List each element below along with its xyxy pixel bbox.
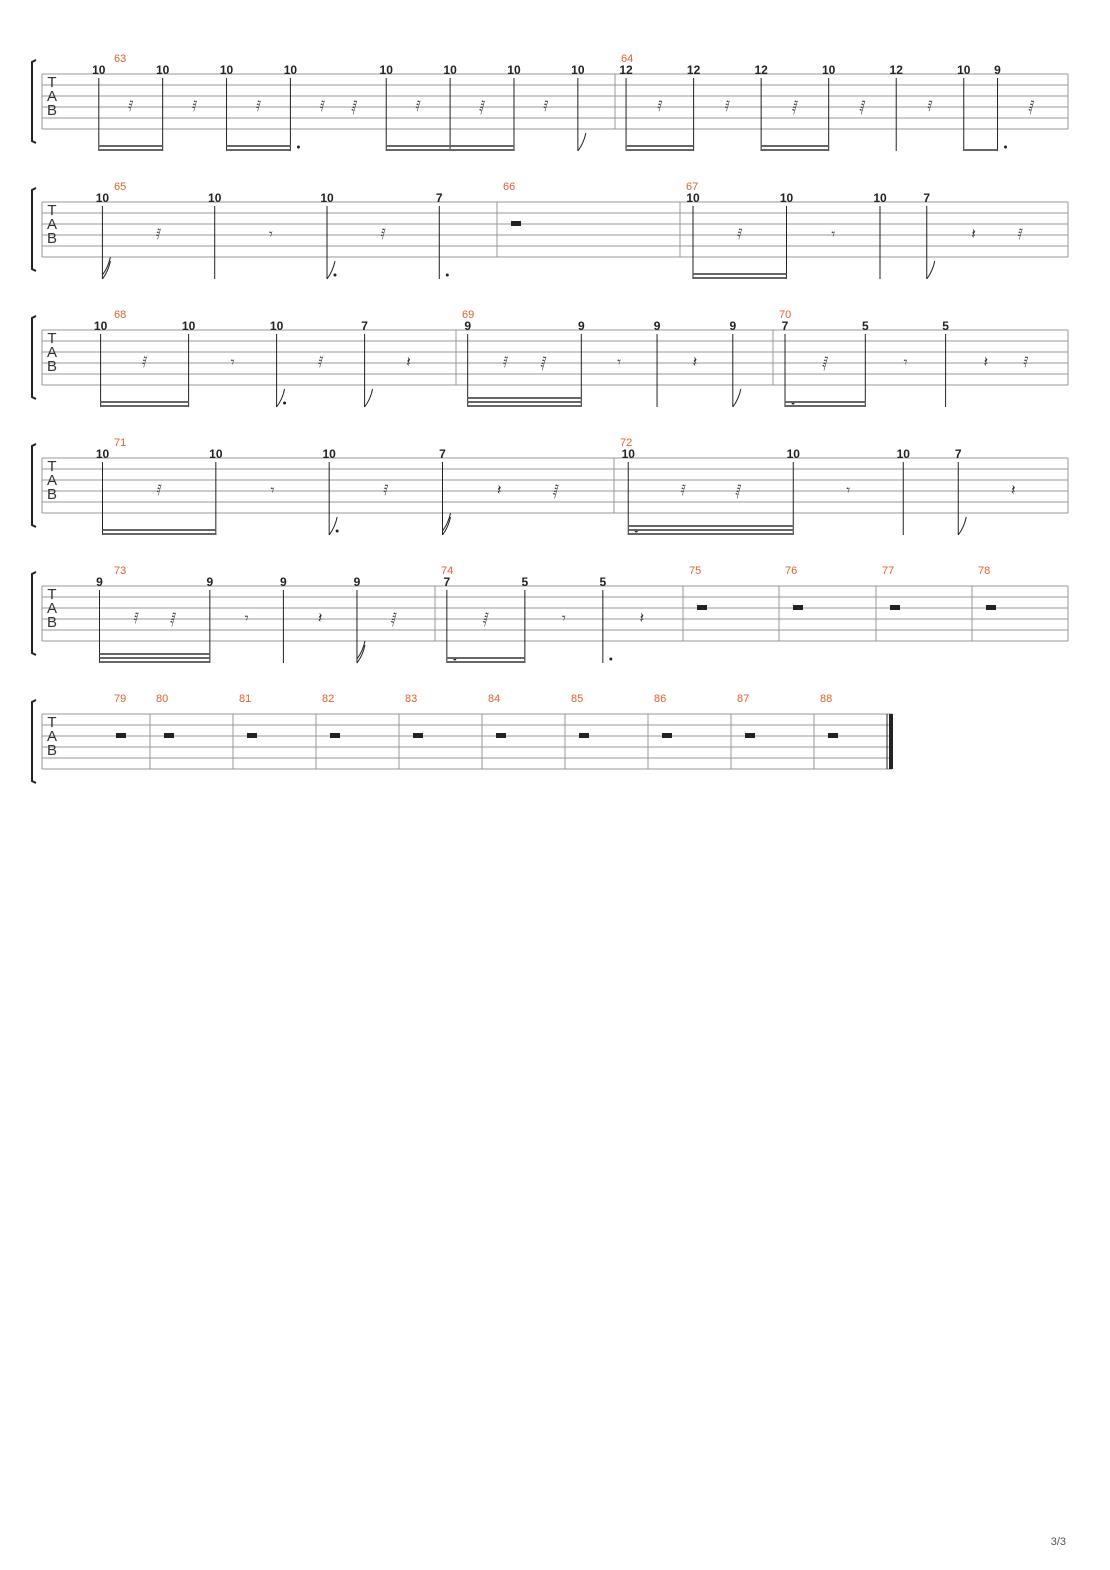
duration-dot <box>333 274 336 277</box>
measure-number: 86 <box>654 693 667 705</box>
tab-clef-letter: B <box>46 742 58 759</box>
fret-number: 7 <box>781 319 789 333</box>
system-bracket <box>32 444 36 527</box>
measure-number: 68 <box>114 309 127 321</box>
fret-number: 9 <box>729 319 737 333</box>
rest-symbol: 𝅀 <box>191 97 198 115</box>
rest-symbol: 𝄽 <box>692 353 698 371</box>
rest-symbol: 𝅀 <box>319 97 326 115</box>
note-flag <box>277 389 285 407</box>
measure-number: 71 <box>114 437 127 449</box>
tab-clef-letter: A <box>46 344 58 361</box>
fret-number: 10 <box>322 447 336 461</box>
system-bracket <box>32 60 36 143</box>
rest-symbol: 𝅁 <box>482 609 489 627</box>
fret-number: 10 <box>822 63 836 77</box>
fret-number: 5 <box>521 575 529 589</box>
measure-number: 72 <box>620 437 633 449</box>
tab-clef-letter: A <box>46 600 58 617</box>
whole-rest <box>247 733 257 738</box>
rest-symbol: 𝅀 <box>502 353 509 371</box>
measure-number: 69 <box>462 309 475 321</box>
rest-symbol: 𝄾 <box>230 353 235 371</box>
note-beam <box>785 401 865 403</box>
rest-symbol: 𝅀 <box>155 225 162 243</box>
duration-dot <box>283 402 286 405</box>
rest-symbol: 𝅁 <box>351 97 358 115</box>
fret-number: 9 <box>994 63 1001 77</box>
rest-symbol: 𝄽 <box>639 609 645 627</box>
measure-number: 63 <box>114 53 127 65</box>
tab-clef-letter: B <box>46 230 58 247</box>
measure-number: 87 <box>737 693 750 705</box>
duration-dot <box>1004 146 1007 149</box>
fret-number: 9 <box>464 319 472 333</box>
note-beam <box>468 405 582 407</box>
rest-symbol: 𝅁 <box>390 609 397 627</box>
whole-rest <box>164 733 174 738</box>
rest-symbol: 𝅁 <box>478 97 486 115</box>
note-beam <box>628 533 793 535</box>
rest-symbol: 𝄾 <box>268 225 273 243</box>
rest-symbol: 𝄽 <box>971 225 976 243</box>
fret-number: 10 <box>779 191 794 205</box>
fret-number: 10 <box>957 63 971 77</box>
fret-number: 10 <box>283 63 298 77</box>
tab-clef-letter: T <box>47 714 57 731</box>
whole-rest <box>890 605 900 610</box>
fret-number: 10 <box>621 447 635 461</box>
fret-number: 10 <box>208 191 222 205</box>
rest-symbol: 𝅀 <box>680 481 687 499</box>
rest-symbol: 𝅁 <box>859 97 866 115</box>
tab-clef-letter: T <box>47 330 57 347</box>
fret-number: 10 <box>92 63 106 77</box>
measure-number: 77 <box>882 565 895 577</box>
note-beam <box>693 277 787 279</box>
fret-number: 9 <box>206 575 214 589</box>
note-flag <box>329 517 337 535</box>
note-beam <box>693 273 787 275</box>
note-beam <box>386 149 514 151</box>
fret-number: 9 <box>280 575 287 589</box>
duration-dot <box>336 530 339 533</box>
rest-symbol: 𝄾 <box>846 481 851 499</box>
fret-number: 10 <box>155 63 170 77</box>
rest-symbol: 𝅀 <box>1023 353 1029 371</box>
note-beam <box>628 525 793 527</box>
note-flag <box>365 389 373 407</box>
duration-dot <box>446 274 449 277</box>
measure-number: 80 <box>156 693 169 705</box>
system-bracket <box>32 700 36 783</box>
fret-number: 10 <box>181 319 196 333</box>
rest-symbol: 𝄽 <box>406 353 411 371</box>
fret-number: 9 <box>577 319 585 333</box>
fret-number: 12 <box>889 63 903 77</box>
tab-clef-letter: A <box>46 472 58 489</box>
tab-clef-letter: B <box>46 614 58 631</box>
measure-number: 82 <box>322 693 335 705</box>
tab-clef-letter: T <box>47 586 57 603</box>
measure-number: 88 <box>820 693 833 705</box>
fret-number: 10 <box>95 447 110 461</box>
tab-clef-letter: A <box>46 216 58 233</box>
fret-number: 10 <box>95 191 110 205</box>
fret-number: 7 <box>954 447 962 461</box>
whole-rest <box>793 605 803 610</box>
rest-symbol: 𝅁 <box>735 481 742 499</box>
fret-number: 10 <box>507 63 521 77</box>
fret-number: 10 <box>571 63 585 77</box>
fret-number: 10 <box>269 319 284 333</box>
note-beam <box>100 657 210 659</box>
note-flag <box>443 517 451 535</box>
measure-number: 83 <box>405 693 418 705</box>
measure-number: 81 <box>239 693 252 705</box>
whole-rest <box>697 605 707 610</box>
rest-symbol: 𝅀 <box>1017 225 1024 243</box>
note-beam <box>447 657 525 659</box>
rest-symbol: 𝄾 <box>903 353 908 371</box>
fret-number: 10 <box>379 63 393 77</box>
note-beam <box>468 401 582 403</box>
fret-number: 10 <box>686 191 700 205</box>
fret-number: 7 <box>435 191 443 205</box>
duration-dot <box>297 146 300 149</box>
fret-number: 7 <box>439 447 446 461</box>
rest-symbol: 𝅁 <box>791 97 798 115</box>
rest-symbol: 𝅁 <box>1028 97 1035 115</box>
note-beam <box>100 661 210 663</box>
note-flag <box>927 261 935 279</box>
measure-number: 70 <box>779 309 792 321</box>
note-beam <box>100 653 210 655</box>
whole-rest <box>745 733 755 738</box>
system-bracket <box>32 316 36 399</box>
note-beam <box>103 529 216 531</box>
whole-rest <box>330 733 340 738</box>
rest-symbol: 𝄽 <box>317 609 323 627</box>
rest-symbol: 𝅀 <box>415 97 421 115</box>
note-beam <box>626 145 694 147</box>
measure-number: 85 <box>571 693 584 705</box>
tab-clef-letter: B <box>46 358 58 375</box>
fret-number: 10 <box>896 447 910 461</box>
whole-rest <box>413 733 423 738</box>
measure-number: 64 <box>621 53 634 65</box>
rest-symbol: 𝅀 <box>383 481 389 499</box>
rest-symbol: 𝄾 <box>831 225 836 243</box>
tab-clef-letter: B <box>46 486 58 503</box>
rest-symbol: 𝅀 <box>927 97 933 115</box>
whole-rest <box>828 733 838 738</box>
note-beam <box>101 401 189 403</box>
fret-number: 9 <box>653 319 661 333</box>
tab-clef-letter: T <box>47 458 57 475</box>
note-flag <box>357 645 365 663</box>
tab-clef-letter: T <box>47 202 57 219</box>
note-beam <box>628 529 793 531</box>
fret-number: 9 <box>353 575 361 589</box>
measure-number: 66 <box>503 181 516 193</box>
rest-symbol: 𝅀 <box>133 609 140 627</box>
tab-clef-letter: A <box>46 88 58 105</box>
note-beam <box>103 533 216 535</box>
whole-rest <box>496 733 506 738</box>
measure-number: 74 <box>441 565 454 577</box>
note-beam <box>99 149 163 151</box>
fret-number: 5 <box>861 319 869 333</box>
rest-symbol: 𝅁 <box>170 609 177 627</box>
note-beam <box>227 145 291 147</box>
note-beam <box>964 149 998 151</box>
measure-number: 75 <box>689 565 702 577</box>
fret-number: 5 <box>599 575 607 589</box>
fret-number: 10 <box>320 191 334 205</box>
note-beam <box>761 145 829 147</box>
rest-symbol: 𝅀 <box>141 353 148 371</box>
fret-number: 9 <box>96 575 103 589</box>
rest-symbol: 𝅀 <box>736 225 743 243</box>
rest-symbol: 𝅁 <box>822 353 829 371</box>
fret-number: 10 <box>93 319 108 333</box>
rest-symbol: 𝄾 <box>561 609 566 627</box>
note-flag <box>578 133 586 151</box>
fret-number: 10 <box>873 191 887 205</box>
fret-number: 10 <box>209 447 223 461</box>
rest-symbol: 𝅀 <box>156 481 162 499</box>
tab-clef-letter: A <box>46 728 58 745</box>
rest-symbol: 𝅀 <box>543 97 549 115</box>
note-flag <box>733 389 741 407</box>
note-beam <box>101 405 189 407</box>
fret-number: 12 <box>619 63 633 77</box>
rest-symbol: 𝅀 <box>380 225 386 243</box>
rest-symbol: 𝄾 <box>244 609 249 627</box>
measure-number: 73 <box>114 565 127 577</box>
tab-clef-letter: T <box>47 74 57 91</box>
fret-number: 10 <box>786 447 800 461</box>
note-beam <box>785 405 865 407</box>
rest-symbol: 𝄾 <box>617 353 622 371</box>
note-flag <box>958 517 966 535</box>
rest-symbol: 𝄽 <box>983 353 989 371</box>
fret-number: 10 <box>219 63 234 77</box>
fret-number: 7 <box>361 319 368 333</box>
note-beam <box>447 661 525 663</box>
tab-clef-letter: B <box>46 102 58 119</box>
measure-number: 78 <box>978 565 991 577</box>
whole-rest <box>511 221 521 226</box>
measure-number: 76 <box>785 565 798 577</box>
fret-number: 10 <box>443 63 457 77</box>
note-flag <box>327 261 335 279</box>
note-beam <box>468 397 582 399</box>
note-flag <box>102 261 110 279</box>
whole-rest <box>662 733 672 738</box>
whole-rest <box>986 605 996 610</box>
measure-number: 84 <box>488 693 501 705</box>
fret-number: 7 <box>443 575 451 589</box>
rest-symbol: 𝄾 <box>270 481 275 499</box>
rest-symbol: 𝄽 <box>496 481 502 499</box>
rest-symbol: 𝅀 <box>255 97 262 115</box>
rest-symbol: 𝅀 <box>317 353 324 371</box>
measure-number: 79 <box>114 693 127 705</box>
fret-number: 12 <box>686 63 701 77</box>
fret-number: 7 <box>923 191 931 205</box>
rest-symbol: 𝅁 <box>552 481 559 499</box>
fret-number: 5 <box>942 319 949 333</box>
whole-rest <box>579 733 589 738</box>
rest-symbol: 𝅀 <box>657 97 663 115</box>
system-bracket <box>32 188 36 271</box>
note-beam <box>386 145 514 147</box>
rest-symbol: 𝄽 <box>1010 481 1016 499</box>
note-beam <box>761 149 829 151</box>
note-beam <box>227 149 291 151</box>
rest-symbol: 𝅁 <box>540 353 547 371</box>
system-bracket <box>32 572 36 655</box>
rest-symbol: 𝅀 <box>724 97 731 115</box>
duration-dot <box>609 658 612 661</box>
whole-rest <box>116 733 126 738</box>
rest-symbol: 𝅀 <box>127 97 134 115</box>
note-beam <box>99 145 163 147</box>
page-number: 3/3 <box>1050 1536 1066 1548</box>
note-beam <box>626 149 694 151</box>
measure-number: 67 <box>686 181 699 193</box>
measure-number: 65 <box>114 181 127 193</box>
fret-number: 12 <box>754 63 768 77</box>
